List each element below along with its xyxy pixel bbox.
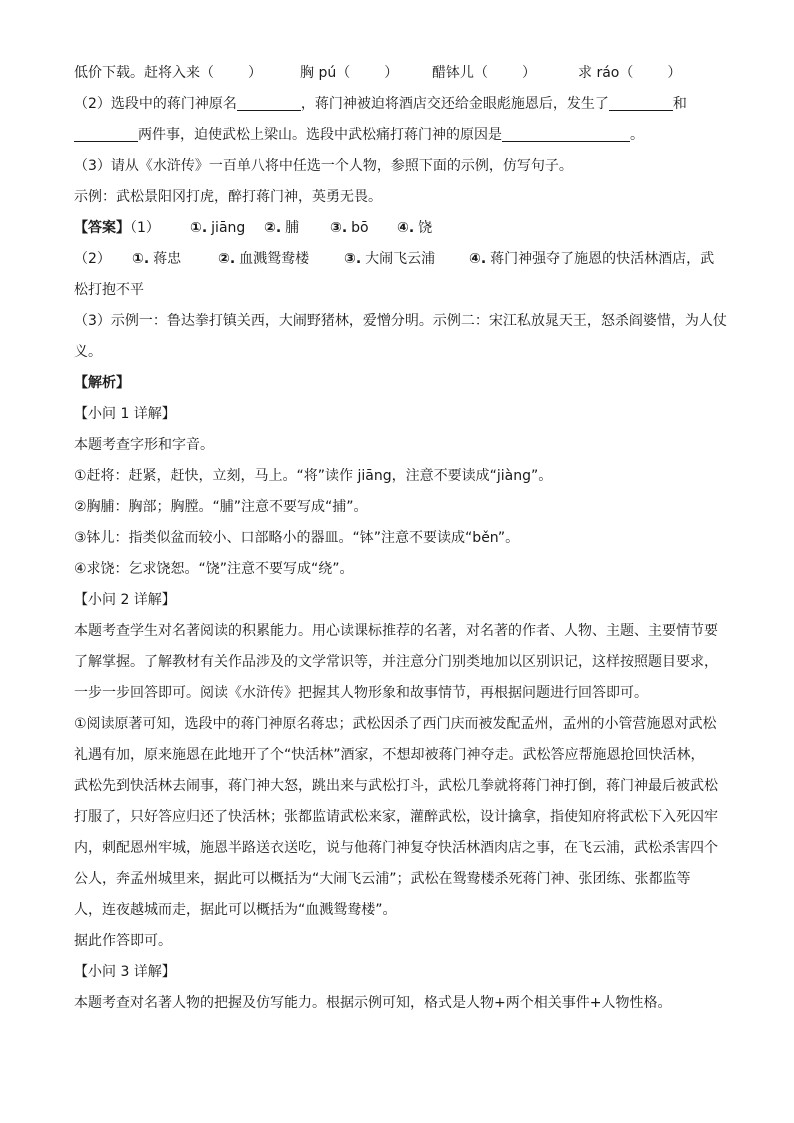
answer-label: 【答案】	[74, 220, 130, 236]
sub2-line: 据此作答即可。	[74, 933, 172, 949]
q1-text-3: 醋钵儿（ ）	[432, 65, 536, 81]
sub2-line: 礼遇有加，原来施恩在此地开了个“快活林”酒家，不想却被蒋门神夺走。武松答应帮施恩抢回快活林，	[74, 747, 705, 763]
sub1-item: ②胸脯：胸部；胸膛。“脯”注意不要写成“捕”。	[74, 499, 368, 515]
answer-blank	[74, 125, 138, 142]
answer-q2-item: ③. 大闹飞云浦	[344, 251, 436, 267]
answer-q2-item: ④. 蒋门神强夺了施恩的快活林酒店，武	[469, 251, 715, 267]
sub3-intro: 本题考查对名著人物的把握及仿写能力。根据示例可知，格式是人物+两个相关事件+人物性格。	[74, 995, 672, 1011]
document-page	[74, 58, 727, 1019]
sub2-line: 一步一步回答即可。阅读《水浒传》把握其人物形象和故事情节，再根据问题进行回答即可。	[74, 685, 648, 701]
answer-q1-line: 【答案】（1） ①. jiāng ②. 脯 ③. bō ④. 饶	[74, 213, 724, 244]
analysis-label: 【解析】	[74, 375, 130, 391]
sub2-line: 本题考查学生对名著阅读的积累能力。用心读课标推荐的名著，对名著的作者、人物、主题、主要情节要	[74, 623, 718, 639]
sub3-heading: 【小问 3 详解】	[74, 964, 176, 980]
answer-q2-item: ②. 血溅鸳鸯楼	[218, 251, 310, 267]
sub1-intro: 本题考查字形和字音。	[74, 437, 214, 453]
sub2-line: 人，连夜越城而走，据此可以概括为“血溅鸳鸯楼”。	[74, 902, 397, 918]
answer-q3-line-1: （3）示例一：鲁达拳打镇关西，大闹野猪林，爱憎分明。示例二：宋江私放晁天王，怒杀阎婆惜，为人仗	[74, 313, 727, 329]
answer-q1-item: ①. jiāng	[190, 220, 246, 236]
answer-blank	[502, 125, 630, 142]
sub2-line: 打服了，只好答应归还了快活林；张都监请武松来家，灌醉武松，设计擒拿，指使知府将武松下入死囚牢	[74, 809, 718, 825]
answer-blank	[237, 94, 301, 111]
answer-q1-item: ②. 脯	[264, 220, 300, 236]
answer-q2-line: （2） ①. 蒋忠 ②. 血溅鸳鸯楼 ③. 大闹飞云浦 ④. 蒋门神强夺了施恩的快活林酒店，武	[74, 244, 724, 275]
q3-prompt: （3）请从《水浒传》一百单八将中任选一个人物，参照下面的示例，仿写句子。	[74, 158, 573, 174]
sub1-item: ④求饶：乞求饶恕。“饶”注意不要写成“绕”。	[74, 561, 354, 577]
answer-q2-item: ①. 蒋忠	[132, 251, 182, 267]
sub2-line: 了解掌握。了解教材有关作品涉及的文学常识等，并注意分门别类地加以区别识记，这样按照题目要求，	[74, 654, 718, 670]
sub1-item: ①赶将：赶紧，赶快，立刻，马上。“将”读作 jiāng，注意不要读成“jiàng”。	[74, 468, 553, 484]
q1-text-1: 低价下载。赶将入来（ ）	[74, 65, 262, 81]
answer-q3-line-2: 义。	[74, 344, 102, 360]
answer-q1-item: ④. 饶	[397, 220, 433, 236]
q2-line-1: （2）选段中的蒋门神原名 ，蒋门神被迫将酒店交还给金眼彪施恩后，发生了 和	[74, 96, 687, 112]
sub2-heading: 【小问 2 详解】	[74, 592, 176, 608]
answer-q2-cont: 松打抱不平	[74, 282, 144, 298]
sub2-line: 公人，奔孟州城里来，据此可以概括为“大闹飞云浦”；武松在鸳鸯楼杀死蒋门神、张团练、张都监等	[74, 871, 691, 887]
sub2-line: 武松先到快活林去闹事，蒋门神大怒，跳出来与武松打斗，武松几拳就将蒋门神打倒，蒋门神最后被武松	[74, 778, 718, 794]
q2-line-2: 两件事，迫使武松上梁山。选段中武松痛打蒋门神的原因是 。	[74, 120, 724, 151]
q1-line	[74, 58, 724, 89]
answer-q1-item: ③. bō	[330, 220, 369, 236]
sub2-line: 内，刺配恩州牢城，施恩半路送衣送吃，说与他蒋门神复夺快活林酒肉店之事，在飞云浦，武松杀害四个	[74, 840, 718, 856]
q3-example: 示例：武松景阳冈打虎，醉打蒋门神，英勇无畏。	[74, 189, 382, 205]
q1-text-2: 胸 pú（ ）	[300, 65, 399, 81]
answer-blank	[609, 94, 673, 111]
sub1-item: ③钵儿：指类似盆而较小、口部略小的器皿。“钵”注意不要读成“běn”。	[74, 530, 520, 546]
sub2-line: ①阅读原著可知，选段中的蒋门神原名蒋忠；武松因杀了西门庆而被发配孟州，孟州的小管营施恩对武松	[74, 716, 717, 732]
sub1-heading: 【小问 1 详解】	[74, 406, 176, 422]
q1-text-4: 求 ráo（ ）	[578, 65, 682, 81]
